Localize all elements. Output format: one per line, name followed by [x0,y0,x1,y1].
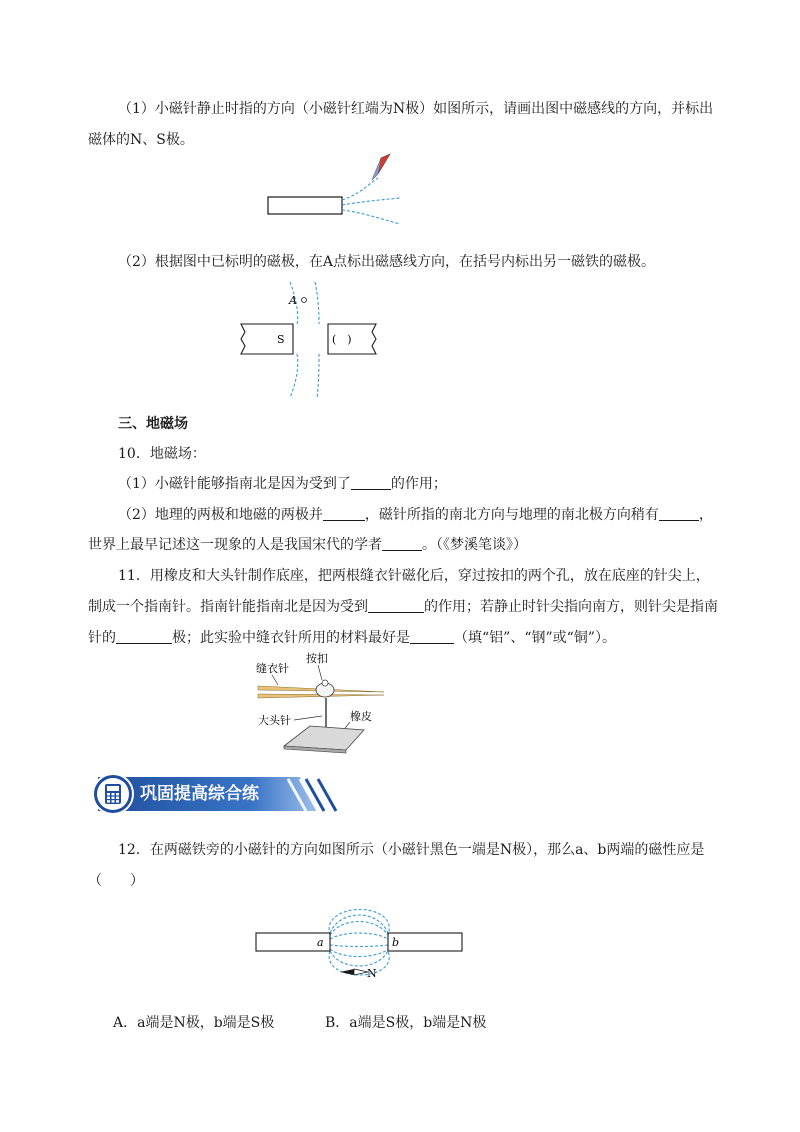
q11-line2-b: 的作用；若静止时针尖指向南方，则针尖是指南 [424,599,718,615]
q12-line1: 12．在两磁铁旁的小磁针的方向如图所示（小磁针黑色一端是N极），那么a、b两端的磁性应是 [118,842,705,858]
left-magnet [241,324,293,354]
end-a-label: a [317,936,324,949]
q11-line2 [88,597,718,617]
q9-figure-2 [235,280,385,400]
needle-label: 缝衣针 [256,662,289,675]
q9-part2-text: （2）根据图中已标明的磁极，在A点标出磁感线方向，在括号内标出另一磁铁的磁极。 [118,254,656,270]
q11-line3-a: 针的 [88,630,116,646]
answer-blank[interactable] [410,629,454,644]
eraser-label: 橡皮 [350,710,372,723]
q10-part3-a: 世界上最早记述这一现象的人是我国宋代的学者 [88,537,382,553]
eraser-base [284,726,364,750]
q11-line3-c: （填“铝”、“钢”或“铜”）。 [454,630,616,646]
compass-needle [340,969,368,975]
compass-needle [372,154,390,180]
q10-part3 [88,535,527,555]
q10-part1-b: 的作用； [390,476,447,492]
answer-blank[interactable] [351,475,391,490]
field-lines [342,178,400,224]
left-pole-label: S [277,333,285,346]
field-lines [329,910,389,976]
answer-blank[interactable] [659,506,699,521]
answer-blank[interactable] [116,629,172,644]
q10-part3-b: 。（《梦溪笔谈》） [422,537,527,553]
q10-part2 [118,505,713,525]
point-a-marker [302,298,307,303]
q9-part1-text: （1）小磁针静止时指的方向（小磁针红端为N极）如图所示，请画出图中磁感线的方向，并标出 [118,101,714,117]
pin-label: 大头针 [258,714,291,727]
q10-intro: 10．地磁场： [118,446,206,462]
snap-button [316,680,334,697]
right-magnet [388,933,462,951]
section-3-heading: 三、地磁场 [118,416,188,432]
q10-part2-a: （2）地理的两极和地磁的两极并 [118,507,323,523]
answer-blank[interactable] [323,506,365,521]
option-b[interactable]: B．a端是S极，b端是N极 [325,1015,487,1031]
q9-part1-text-cont: 磁体的N、S极。 [88,132,194,148]
q11-line3 [88,628,616,648]
option-a[interactable]: A．a端是N极，b端是S极 [113,1015,275,1031]
point-a-label: A [289,294,297,307]
button-label: 按扣 [306,652,328,665]
q11-line3-b: 极；此实验中缝衣针所用的材料最好是 [172,630,410,646]
q11-compass-figure [250,650,400,754]
q9-figure-1 [260,150,420,230]
q10-part2-b: ，磁针所指的南北方向与地理的南北极方向稍有 [364,507,659,523]
section-banner [88,771,348,817]
q11-line1: 11．用橡皮和大头针制作底座，把两根缝衣针磁化后，穿过按扣的两个孔，放在底座的针尖上， [118,568,710,584]
q12-figure [250,895,470,985]
q10-part1-a: （1）小磁针能够指南北是因为受到了 [118,476,351,492]
q12-blank-parens[interactable]: （ ） [88,873,144,889]
q11-line2-a: 制成一个指南针。指南针能指南北是因为受到 [88,599,368,615]
end-b-label: b [392,936,400,949]
banner-title: 巩固提高综合练 [140,784,259,804]
answer-blank[interactable] [368,598,424,613]
right-pole-blank: ( ) [332,333,352,346]
answer-blank[interactable] [382,536,422,551]
needle-n-label: N [367,967,377,980]
q10-part1 [118,474,447,494]
q10-part2-c: ， [698,507,713,523]
calculator-icon [102,783,124,805]
bar-magnet [268,197,342,214]
